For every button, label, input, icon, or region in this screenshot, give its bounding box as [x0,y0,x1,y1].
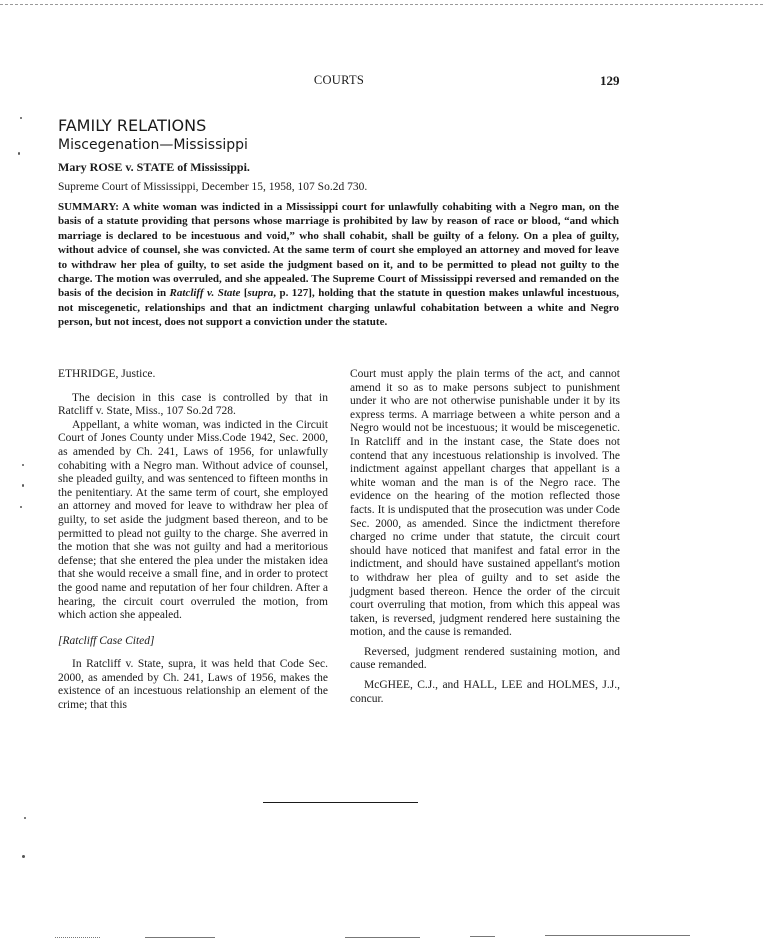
summary-text-2: , holding that the statute in question makes unlawful incestuous, not miscegenetic, relationships and that an indictment charging unlawful cohabitation between a white and Negro person, but not incest, does not support a conviction under the statute. [58,287,619,329]
bottom-scan-edge [545,935,690,936]
opinion-column-right [350,368,620,706]
running-head-title: COURTS [313,73,365,87]
opinion-paragraph-4: Court must apply the plain terms of the act, and cannot amend it so as to make persons subject to punishment under it who are not otherwise punishable under it by its express terms. A marriage between a white person and a Negro would not be incestuous; it would be miscegenetic. In Ratcliff and in the instant case, the State does not contend that any incestuous relationship is involved. The indictment against appellant charges that appellant is a white woman and the man is of the Negro race. The evidence on the hearing of the motion reflected those facts. It is undisputed that the prosecution was under Code Sec. 2000, as amended. Since the indictment therefore charged no crime under that statute, the circuit court should have noticed that manifest and fatal error in the indictment, and should have sustained appellant's motion to withdraw her plea of guilty and to set aside the judgment based thereon. Hence the order of the circuit court overruling that motion, from which this appeal was taken, is reversed, judgment rendered here sustaining the motion, and the cause is remanded. [350,368,620,639]
bottom-scan-edge [345,937,420,938]
scan-speck [22,464,24,466]
opinion-paragraph-3: In Ratcliff v. State, supra, it was held that Code Sec. 2000, as amended by Ch. 241, Laws of 1956, makes the existence of an incestuous relationship an element of the crime; that this [58,658,328,712]
running-head [0,73,763,89]
summary-label: SUMMARY: [58,201,119,213]
scan-speck [20,117,22,119]
opinion-paragraph-5: Reversed, judgment rendered sustaining motion, and cause remanded. [350,645,620,672]
scan-speck [22,855,25,858]
end-rule [263,802,418,803]
summary-text-1: A white woman was indicted in a Mississippi court for unlawfully cohabiting with a Negro man, on the basis of a statute providing that persons whose marriage is prohibited by law by reason of race or blood, “and which marriage is declared to be incestuous and void,” who shall cohabit, shall be guilty of a felony. On a plea of guilty, without advice of counsel, she was convicted. At the same term of court she employed an attorney and moved for leave to withdraw her plea of guilty, to set aside the judgment based on it, and to be permitted to plead not guilty to the charge. The motion was overruled, and she appealed. The Supreme Court of Mississippi reversed and remanded on the basis of the decision in [58,201,619,300]
case-summary [58,200,619,330]
bottom-scan-edge [55,937,100,938]
subhead-case: Ratcliff [62,634,97,647]
bottom-scan-edge [145,937,215,938]
subhead-rest: Case Cited] [96,634,155,647]
opinion-subheading [58,635,328,649]
case-name: Mary ROSE v. STATE of Mississippi. [58,160,250,174]
top-dashed-border [0,4,763,5]
opinion-paragraph-1: The decision in this case is controlled by that in Ratcliff v. State, Miss., 107 So.2d 728. [58,391,328,418]
summary-cite-page: , p. 127] [273,287,312,300]
scan-speck [18,152,20,155]
subhead-open: [ [58,634,63,647]
scan-speck [20,506,22,508]
opinion-column-left [58,368,328,713]
opinion-paragraph-6: McGHEE, C.J., and HALL, LEE and HOLMES, J.J., concur. [350,679,620,705]
section-title: FAMILY RELATIONS [58,116,207,135]
section-subtitle: Miscegenation—Mississippi [58,137,248,153]
scan-speck [22,484,24,487]
bottom-scan-edge [470,936,495,937]
summary-cite-case: Ratcliff v. State [169,287,241,300]
scan-speck [24,817,26,819]
page-number: 129 [600,73,620,88]
case-citation: Supreme Court of Mississippi, December 15, 1958, 107 So.2d 730. [58,181,368,193]
opinion-judge: ETHRIDGE, Justice. [58,368,156,380]
summary-cite-supra: supra [247,287,274,300]
opinion-paragraph-2: Appellant, a white woman, was indicted in the Circuit Court of Jones County under Miss.Code 1942, Sec. 2000, as amended by Ch. 241, Laws of 1956, for unlawfully cohabiting with a Negro man. Without advice of counsel, she pleaded guilty, and was sentenced to fifteen months in the penitentiary. At the same term of court, she employed an attorney and moved for leave to withdraw her plea of guilty, to set aside the judgment based thereon, and to be permitted to plead not guilty to the charge. She averred in the motion that she was not guilty and had a meritorious defense; that she entered the plea under the mistaken idea that she would receive a small fine, and in order to protect the good name and reputation of her four children. After a hearing, the circuit court overruled the motion, from which action she appealed. [58,418,328,622]
summary-cite-open: [ [240,287,248,300]
